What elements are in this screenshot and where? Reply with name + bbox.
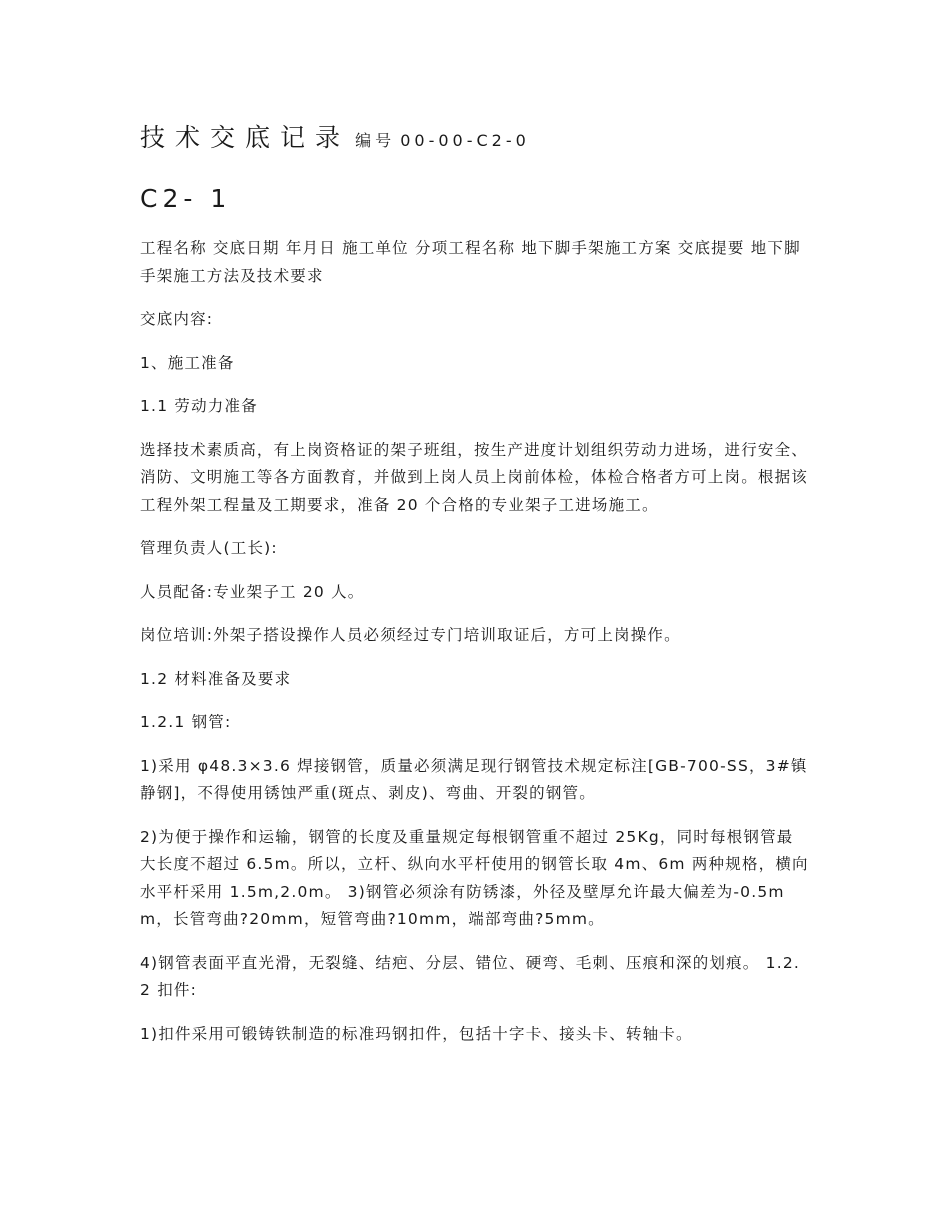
body-paragraph: 2)为便于操作和运输，钢管的长度及重量规定每根钢管重不超过 25Kg，同时每根钢管最大长度不超过 6.5m。所以，立杆、纵向水平杆使用的钢管长取 4m、6m 两种规格，横向水平杆采用 1.5m,2.0m。 3)钢管必须涂有防锈漆，外径及壁厚允许最大偏差为-0.5mm，长管弯曲?20mm，短管弯曲?10mm，端部弯曲?5mm。 [140, 827, 809, 928]
subsection-heading: 1.2.1 钢管: [140, 713, 232, 731]
subsection-heading: 1.2 材料准备及要求 [140, 669, 292, 688]
section-heading: 1、施工准备 [140, 353, 235, 372]
number-label: 编号 [355, 131, 396, 150]
number-value: 00-00-C2-0 [400, 131, 530, 150]
document-code: C2- 1 [140, 184, 232, 213]
body-paragraph: 1)采用 φ48.3×3.6 焊接钢管，质量必须满足现行钢管技术规定标注[GB-700-SS，3#镇静钢]，不得使用锈蚀严重(斑点、剥皮)、弯曲、开裂的钢管。 [140, 756, 808, 802]
body-paragraph: 岗位培训:外架子搭设操作人员必须经过专门培训取证后，方可上岗操作。 [140, 626, 681, 644]
project-info: 工程名称 交底日期 年月日 施工单位 分项工程名称 地下脚手架施工方案 交底提要 地下脚手架施工方法及技术要求 [140, 239, 801, 285]
body-paragraph: 1)扣件采用可锻铸铁制造的标准玛钢扣件，包括十字卡、接头卡、转轴卡。 [140, 1024, 693, 1043]
document-header [140, 118, 810, 161]
body-paragraph: 管理负责人(工长): [140, 539, 278, 557]
document-title: 技术交底记录 [140, 123, 351, 152]
body-paragraph: 人员配备:专业架子工 20 人。 [140, 582, 365, 601]
body-paragraph: 选择技术素质高，有上岗资格证的架子班组，按生产进度计划组织劳动力进场，进行安全、消防、文明施工等各方面教育，并做到上岗人员上岗前体检，体检合格者方可上岗。根据该工程外架工程量及工期要求，准备 20 个合格的专业架子工进场施工。 [140, 440, 809, 514]
subsection-heading: 1.1 劳动力准备 [140, 397, 258, 415]
body-paragraph: 4)钢管表面平直光滑，无裂缝、结疤、分层、错位、硬弯、毛刺、压痕和深的划痕。 1.2.2 扣件: [140, 953, 801, 999]
content-heading: 交底内容: [140, 310, 214, 328]
document-page [140, 118, 810, 1048]
